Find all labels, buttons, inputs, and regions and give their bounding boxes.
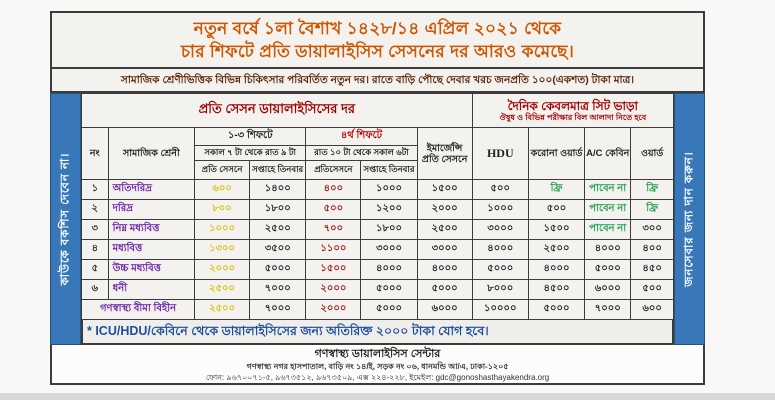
value-cell: ৩০০ bbox=[631, 220, 674, 240]
class-name-cell: মধ্যবিত্ত bbox=[108, 240, 194, 260]
value-cell: ফ্রি bbox=[528, 180, 584, 200]
column-emergency: ইমার্জেন্সি প্রতি সেসনে bbox=[417, 128, 472, 180]
poster-title bbox=[50, 11, 705, 69]
class-name-cell: উচ্চ মধ্যবিত্ত bbox=[108, 260, 194, 280]
rate-table-body bbox=[82, 180, 674, 320]
value-cell: ১০০০০ bbox=[472, 300, 528, 320]
column-hdu: HDU bbox=[472, 128, 528, 180]
value-cell: ৪০০০ bbox=[528, 260, 584, 280]
value-cell: ৪০০০ bbox=[361, 260, 417, 280]
table-row bbox=[82, 300, 674, 320]
poster-footer bbox=[50, 345, 705, 385]
value-cell: ৫০০০ bbox=[528, 300, 584, 320]
value-cell: ৩৫০০ bbox=[250, 240, 306, 260]
value-cell: ২৫০০ bbox=[528, 240, 584, 260]
value-cell: ১৮০০ bbox=[250, 200, 306, 220]
right-section-subtitle: ঔষুধ ও বিভিন্ন পরীক্ষার বিল আলাদা নিতে হবে bbox=[499, 112, 647, 122]
column-serial: নং bbox=[82, 128, 109, 180]
serial-cell: ২ bbox=[82, 200, 109, 220]
column-shift-1-3: ১-৩ শিফটে bbox=[195, 128, 306, 146]
title-line-1: নতুন বর্ষে ১লা বৈশাখ ১৪২৮/১৪ এপ্রিল ২০২১ থেকে bbox=[193, 19, 562, 38]
footer-address: গণস্বাস্থ্য নগর হাসপাতাল, বাড়ি নং ১৪/ই, সড়ক নং ০৬, ধানমন্ডি আ/এ, ঢাকা-১২০৫ bbox=[246, 362, 509, 371]
shift-4-thrice-weekly: সপ্তাহে তিনবার bbox=[361, 161, 417, 180]
value-cell: ফ্রি bbox=[631, 200, 674, 220]
value-cell: ২০০০ bbox=[306, 300, 361, 320]
class-name-cell: ধনী bbox=[108, 280, 194, 300]
value-cell: ১১০০ bbox=[306, 240, 361, 260]
footer-contact: ফোন: ৯৬৭০০৭১-৫, ৯৬৭৩৫১২, ৯৬৭৩৫০৯, এক্স ২২৪-২২৮, ইমেইল: gdc@gonoshasthayakendra.org bbox=[205, 373, 550, 382]
left-banner-text: কাউকে বকশিস দেবেন না। bbox=[59, 152, 71, 286]
value-cell: ৫০০ bbox=[472, 180, 528, 200]
class-name-cell: অতিদরিদ্র bbox=[108, 180, 194, 200]
value-cell: পাবেন না bbox=[585, 180, 631, 200]
class-name-cell: দরিদ্র bbox=[108, 200, 194, 220]
serial-cell: ৪ bbox=[82, 240, 109, 260]
table-area bbox=[81, 93, 674, 345]
table-row bbox=[82, 240, 674, 260]
serial-cell: ১ bbox=[82, 180, 109, 200]
shift-1-3-per-session: প্রতি সেসনে bbox=[195, 161, 250, 180]
shift-4-time: রাত ১০ টা থেকে সকাল ৬টা bbox=[306, 146, 417, 161]
value-cell: ১০০০ bbox=[361, 180, 417, 200]
value-cell: ৪০০০ bbox=[417, 260, 472, 280]
value-cell: ২০০০ bbox=[195, 260, 250, 280]
value-cell: ৫০০০ bbox=[472, 260, 528, 280]
value-cell: ৩০০০ bbox=[417, 240, 472, 260]
value-cell: ১০০০ bbox=[195, 220, 250, 240]
value-cell: ৫০০ bbox=[306, 200, 361, 220]
value-cell: ৫০০ bbox=[631, 280, 674, 300]
value-cell: ৭০০০ bbox=[250, 280, 306, 300]
value-cell: ১৫০০ bbox=[417, 180, 472, 200]
table-row bbox=[82, 280, 674, 300]
value-cell: ৪৫০০ bbox=[528, 280, 584, 300]
footer-org-name: গণস্বাস্থ্য ডায়ালাইসিস সেন্টার bbox=[314, 348, 441, 360]
icu-extra-charge-note: * ICU/HDU/কেবিনে থেকে ডায়ালাইসিসের জন্য অতিরিক্ত ২০০০ টাকা যোগ হবে। bbox=[81, 320, 674, 345]
serial-cell: ৩ bbox=[82, 220, 109, 240]
value-cell: ৫০০০ bbox=[585, 260, 631, 280]
right-side-banner bbox=[674, 93, 705, 345]
value-cell: ২৫০০ bbox=[195, 280, 250, 300]
column-ward: ওয়ার্ড bbox=[631, 128, 674, 180]
value-cell: ১৮০০ bbox=[361, 220, 417, 240]
value-cell: ৫০০০ bbox=[361, 280, 417, 300]
rate-table bbox=[81, 93, 674, 320]
value-cell: ৫০০ bbox=[528, 200, 584, 220]
value-cell: ২০০০ bbox=[417, 200, 472, 220]
class-name-cell: গণস্বাস্থ্য বীমা বিহীন bbox=[82, 300, 195, 320]
value-cell: ৩০০০ bbox=[472, 220, 528, 240]
value-cell: ৫০০০ bbox=[361, 300, 417, 320]
value-cell: ৫০০০ bbox=[417, 280, 472, 300]
left-side-banner bbox=[50, 93, 81, 345]
value-cell: ১৫০০ bbox=[306, 260, 361, 280]
right-banner-text: জনসেবার জন্য দান করুন। bbox=[683, 151, 695, 287]
table-row bbox=[82, 180, 674, 200]
value-cell: ৭০০০ bbox=[250, 300, 306, 320]
value-cell: পাবেন না bbox=[585, 220, 631, 240]
table-row bbox=[82, 260, 674, 280]
serial-cell: ৬ bbox=[82, 280, 109, 300]
value-cell: ৪০০০ bbox=[472, 240, 528, 260]
value-cell: ৬০০০ bbox=[585, 280, 631, 300]
right-section-title: দৈনিক কেবলমাত্র সিট ভাড়া bbox=[507, 98, 639, 113]
value-cell: ১৪০০ bbox=[250, 180, 306, 200]
value-cell: ৭০০ bbox=[306, 220, 361, 240]
value-cell: ৪০০০ bbox=[585, 240, 631, 260]
column-ac-cabin: A/C কেবিন bbox=[585, 128, 631, 180]
value-cell: ৪০০ bbox=[631, 240, 674, 260]
shift-1-3-time: সকাল ৭ টা থেকে রাত ৯ টা bbox=[195, 146, 306, 161]
value-cell: ৬০০ bbox=[631, 300, 674, 320]
value-cell: ২৫০০ bbox=[195, 300, 250, 320]
column-social-class: সামাজিক শ্রেনী bbox=[108, 128, 194, 180]
main-area bbox=[50, 93, 705, 345]
value-cell: ৫০০০ bbox=[250, 260, 306, 280]
serial-cell: ৫ bbox=[82, 260, 109, 280]
shift-1-3-thrice-weekly: সপ্তাহে তিনবার bbox=[250, 161, 306, 180]
value-cell: ২০০০ bbox=[306, 280, 361, 300]
column-corona-ward: করোনা ওয়ার্ড bbox=[528, 128, 584, 180]
table-row bbox=[82, 220, 674, 240]
dialysis-rate-poster bbox=[50, 11, 705, 385]
value-cell: ৬০০ bbox=[195, 180, 250, 200]
shift-4-per-session: প্রতিসেসনে bbox=[306, 161, 361, 180]
value-cell: ১০০০ bbox=[472, 200, 528, 220]
value-cell: ১৩০০ bbox=[195, 240, 250, 260]
value-cell: ৮০০০ bbox=[472, 280, 528, 300]
class-name-cell: নিম্ন মধ্যবিত্ত bbox=[108, 220, 194, 240]
value-cell: ৮০০ bbox=[195, 200, 250, 220]
value-cell: ২৫০০ bbox=[250, 220, 306, 240]
value-cell: ১৫০০ bbox=[528, 220, 584, 240]
value-cell: ৪৫০ bbox=[631, 260, 674, 280]
value-cell: ৭০০০ bbox=[585, 300, 631, 320]
shift-title-row bbox=[82, 128, 674, 146]
value-cell: ৩০০০ bbox=[361, 240, 417, 260]
column-shift-4: ৪র্থ শিফটে bbox=[306, 128, 417, 146]
value-cell: ২৫০০ bbox=[417, 220, 472, 240]
right-section-header bbox=[472, 94, 673, 128]
value-cell: ৪০০ bbox=[306, 180, 361, 200]
left-section-header: প্রতি সেসন ডায়ালাইসিসের দর bbox=[82, 94, 473, 128]
value-cell: ৬০০০ bbox=[417, 300, 472, 320]
table-row bbox=[82, 200, 674, 220]
title-line-2: চার শিফটে প্রতি ডায়ালাইসিস সেসনের দর আরও কমেছে। bbox=[180, 42, 575, 61]
section-header-row bbox=[82, 94, 674, 128]
photo-bottom-edge bbox=[0, 393, 775, 400]
rate-table-header bbox=[82, 94, 674, 180]
value-cell: ১২০০ bbox=[361, 200, 417, 220]
poster-subtitle: সামাজিক শ্রেণীভিত্তিক বিভিন্ন চিকিৎসার পরিবর্তিত নতুন দর। রাতে বাড়ি পৌছে দেবার খরচ জনপ্রতি ১০০(একশত) টাকা মাত্র। bbox=[50, 69, 705, 93]
value-cell: পাবেন না bbox=[585, 200, 631, 220]
value-cell: ফ্রি bbox=[631, 180, 674, 200]
